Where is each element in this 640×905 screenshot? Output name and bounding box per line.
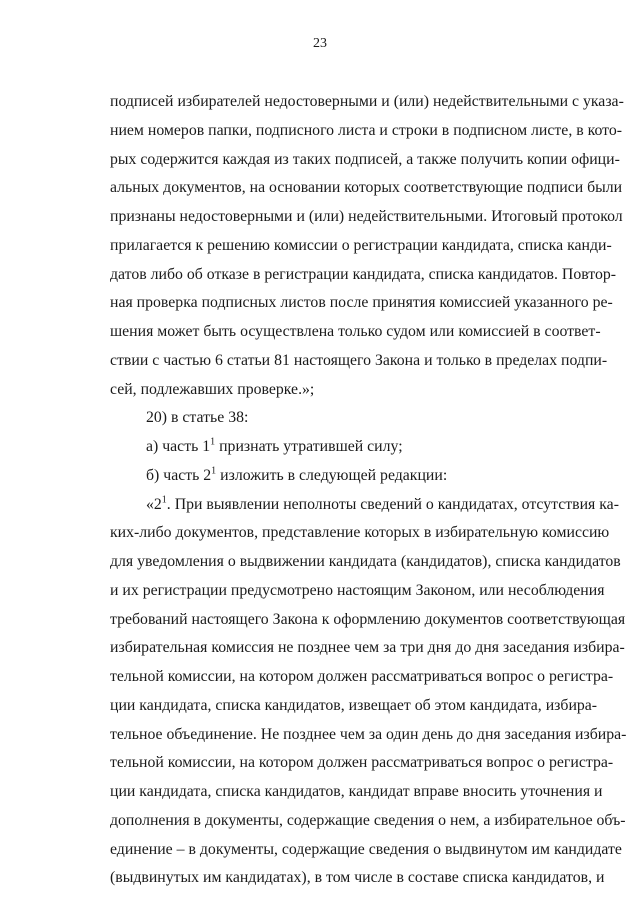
line-text-before: «2 — [146, 495, 162, 513]
page-number: 23 — [313, 36, 327, 51]
text-line: для уведомления о выдвижении кандидата (кандидатов), списка кандидатов — [110, 553, 621, 570]
line-text-before: б) часть 2 — [146, 466, 212, 484]
text-line: альных документов, на основании которых соответствующие подписи были — [110, 179, 623, 197]
text-line: тельной комиссии, на котором должен рассматриваться вопрос о регистра- — [110, 668, 614, 685]
paragraph-line — [110, 462, 596, 491]
text-line: шения может быть осуществлена только судом или комиссией в соответ- — [110, 323, 601, 340]
paragraph-line — [110, 491, 619, 520]
paragraph-line: 20) в статье 38: — [146, 409, 249, 427]
text-line: ствии с частью 6 статьи 81 настоящего Закона и только в пределах подпи- — [110, 351, 608, 369]
text-line: датов либо об отказе в регистрации кандидата, списка кандидатов. Повтор- — [110, 265, 617, 283]
superscript: 1 — [210, 436, 216, 448]
text-line: ции кандидата, списка кандидатов, извещает об этом кандидата, избира- — [110, 696, 598, 714]
text-line: ких-либо документов, представление которых в избирательную комиссию — [110, 524, 610, 542]
text-line: тельное объединение. Не позднее чем за один день до дня заседания избира- — [110, 725, 627, 743]
text-line: рых содержится каждая из таких подписей, а также получить копии офици- — [110, 150, 620, 168]
line-text-after: изложить в следующей редакции: — [216, 466, 448, 484]
text-line: ции кандидата, списка кандидатов, кандидат вправе вносить уточнения и — [110, 783, 603, 800]
text-line: дополнения в документы, содержащие сведения о нем, а избирательное объ- — [110, 811, 626, 829]
text-line: нием номеров папки, подписного листа и строки в подписном листе, в кото- — [110, 121, 623, 139]
superscript: 1 — [161, 494, 167, 506]
text-line: избирательная комиссия не позднее чем за три дня до дня заседания избира- — [110, 639, 625, 657]
text-line: сей, подлежавших проверке.»; — [110, 380, 315, 398]
text-line: прилагается к решению комиссии о регистрации кандидата, списка канди- — [110, 236, 612, 254]
line-text-after: . При выявлении неполноты сведений о кандидатах, отсутствия ка- — [166, 495, 619, 513]
text-line: признаны недостоверными и (или) недействительными. Итоговый протокол — [110, 208, 623, 225]
body-text — [110, 88, 627, 893]
line-text-before: а) часть 1 — [146, 438, 211, 455]
text-line: (выдвинутых им кандидатах), в том числе в составе списка кандидатов, и — [110, 869, 605, 887]
text-line: и их регистрации предусмотрено настоящим Законом, или несоблюдения — [110, 581, 605, 599]
text-line: тельной комиссии, на котором должен рассматриваться вопрос о регистра- — [110, 754, 614, 772]
text-line: ная проверка подписных листов после принятия комиссией указанного ре- — [110, 294, 613, 312]
text-line: подписей избирателей недостоверными и (или) недействительными с указа- — [110, 93, 624, 110]
text-line: единение – в документы, содержащие сведения о выдвинутом им кандидате — [110, 840, 622, 858]
line-text-after: признать утратившей силу; — [215, 438, 403, 455]
superscript: 1 — [211, 465, 217, 477]
text-line: требований настоящего Закона к оформлению документов соответствующая — [110, 610, 626, 628]
paragraph-line — [110, 433, 596, 462]
